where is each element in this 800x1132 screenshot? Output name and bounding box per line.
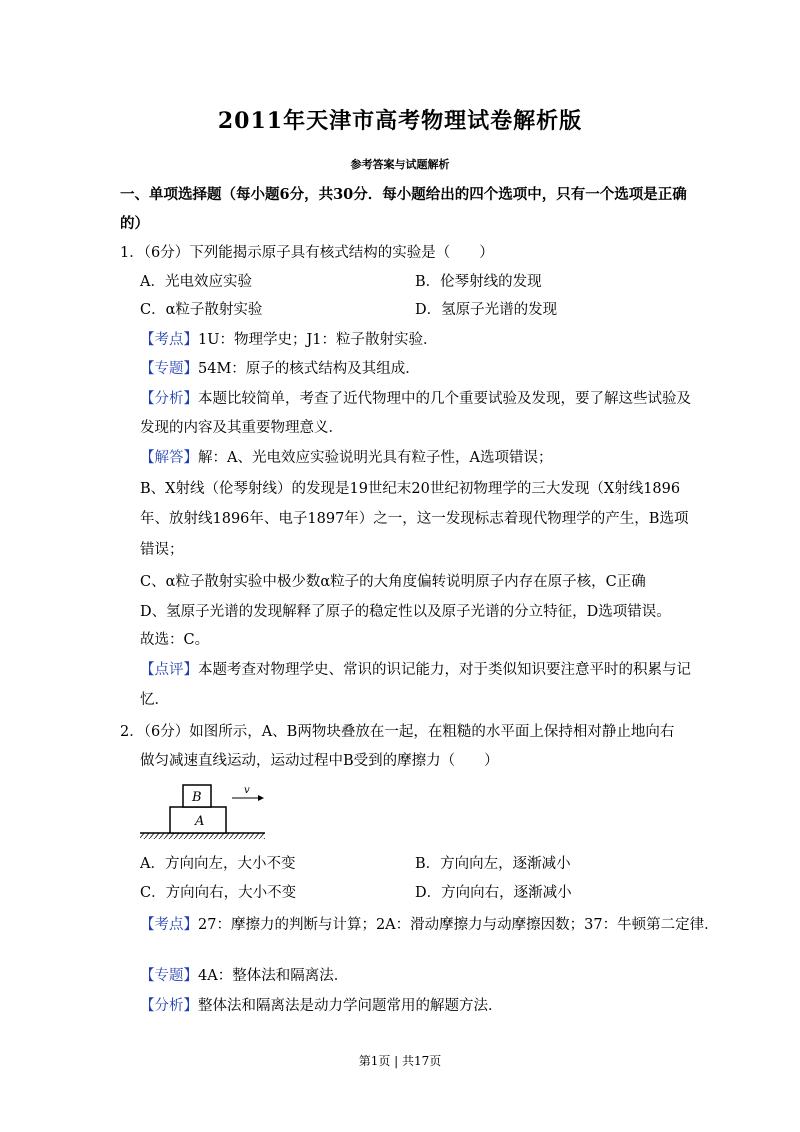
- dianping-tag: 【点评】: [140, 662, 198, 678]
- section-heading-line2: 的）: [120, 215, 149, 232]
- q1-kaodian: [140, 330, 437, 350]
- q1-jieda: [140, 448, 552, 468]
- fenxi-text-1: 本题比较简单，考查了近代物理中的几个重要试验及发现，要了解这些试验及: [198, 391, 691, 407]
- zhuanti-tag: 【专题】: [140, 361, 198, 377]
- q1-jieda-6: D、氢原子光谱的发现解释了原子的稳定性以及原子光谱的分立特征，D选项错误。: [140, 604, 671, 620]
- document-subtitle: 参考答案与试题解析: [350, 158, 450, 171]
- kaodian-tag: 【考点】: [140, 917, 198, 933]
- q1-jieda-2: B、X射线（伦琴射线）的发现是19世纪末20世纪初物理学的三大发现（X射线1896: [140, 481, 681, 497]
- q1-option-d: D．氢原子光谱的发现: [415, 302, 558, 318]
- block-a-label: A: [195, 814, 205, 829]
- q2-fenxi: [140, 996, 503, 1016]
- q2-option-d: D．方向向右，逐渐减小: [415, 885, 572, 901]
- stacked-blocks-figure: [140, 778, 270, 840]
- q1-zhuanti: [140, 359, 420, 379]
- zhuanti-text: 4A：整体法和隔离法．: [198, 968, 349, 984]
- q1-jieda-3: 年、放射线1896年、电子1897年）之一，这一发现标志着现代物理学的产生，B选项: [140, 511, 689, 527]
- q1-option-a: A．光电效应实验: [140, 274, 252, 290]
- q1-stem: 1．（6分）下列能揭示原子具有核式结构的实验是（ ）: [120, 245, 494, 261]
- q2-stem-2: 做匀减速直线运动，运动过程中B受到的摩擦力（ ）: [140, 753, 499, 769]
- kaodian-text: 1U：物理学史；J1：粒子散射实验．: [198, 332, 438, 348]
- q2-option-c: C．方向向右，大小不变: [140, 885, 297, 901]
- velocity-arrow-head: [258, 795, 264, 801]
- q2-kaodian: [140, 915, 719, 935]
- q1-jieda-7: 故选：C。: [140, 632, 210, 648]
- q2-option-b: B．方向向左，逐渐减小: [415, 856, 571, 872]
- q1-option-c: C．α粒子散射实验: [140, 302, 263, 318]
- q1-fenxi: [140, 389, 691, 409]
- q2-zhuanti: [140, 966, 348, 986]
- jieda-tag: 【解答】: [140, 450, 198, 466]
- kaodian-tag: 【考点】: [140, 332, 198, 348]
- q1-option-b: B．伦琴射线的发现: [415, 274, 542, 290]
- q1-dianping-cont: 忆．: [140, 692, 169, 708]
- block-b-label: B: [192, 790, 202, 805]
- q1-jieda-5: C、α粒子散射实验中极少数α粒子的大角度偏转说明原子内存在原子核，C正确: [140, 574, 646, 590]
- zhuanti-tag: 【专题】: [140, 968, 198, 984]
- jieda-text-1: 解：A、光电效应实验说明光具有粒子性，A选项错误；: [198, 450, 553, 466]
- zhuanti-text: 54M：原子的核式结构及其组成．: [198, 361, 420, 377]
- fenxi-text: 整体法和隔离法是动力学问题常用的解题方法．: [198, 998, 503, 1014]
- page-footer: 第1页 | 共17页: [358, 1054, 442, 1068]
- fenxi-tag: 【分析】: [140, 998, 198, 1014]
- section-heading-line1: 一、单项选择题（每小题6分，共30分．每小题给出的四个选项中，只有一个选项是正确: [120, 186, 687, 203]
- kaodian-text: 27：摩擦力的判断与计算；2A：滑动摩擦力与动摩擦因数；37：牛顿第二定律．: [198, 917, 719, 933]
- ground-hatch: [140, 833, 265, 839]
- q1-jieda-4: 错误；: [140, 542, 184, 558]
- dianping-text-1: 本题考查对物理学史、常识的识记能力，对于类似知识要注意平时的积累与记: [198, 662, 691, 678]
- document-title: 2011年天津市高考物理试卷解析版: [217, 108, 583, 134]
- fenxi-tag: 【分析】: [140, 391, 198, 407]
- q1-fenxi-cont: 发现的内容及其重要物理意义．: [140, 420, 343, 436]
- velocity-label: v: [244, 785, 250, 796]
- q2-stem-1: 2．（6分）如图所示，A、B两物块叠放在一起，在粗糙的水平面上保持相对静止地向右: [120, 724, 675, 740]
- q1-dianping: [140, 660, 691, 680]
- q2-option-a: A．方向向左，大小不变: [140, 856, 296, 872]
